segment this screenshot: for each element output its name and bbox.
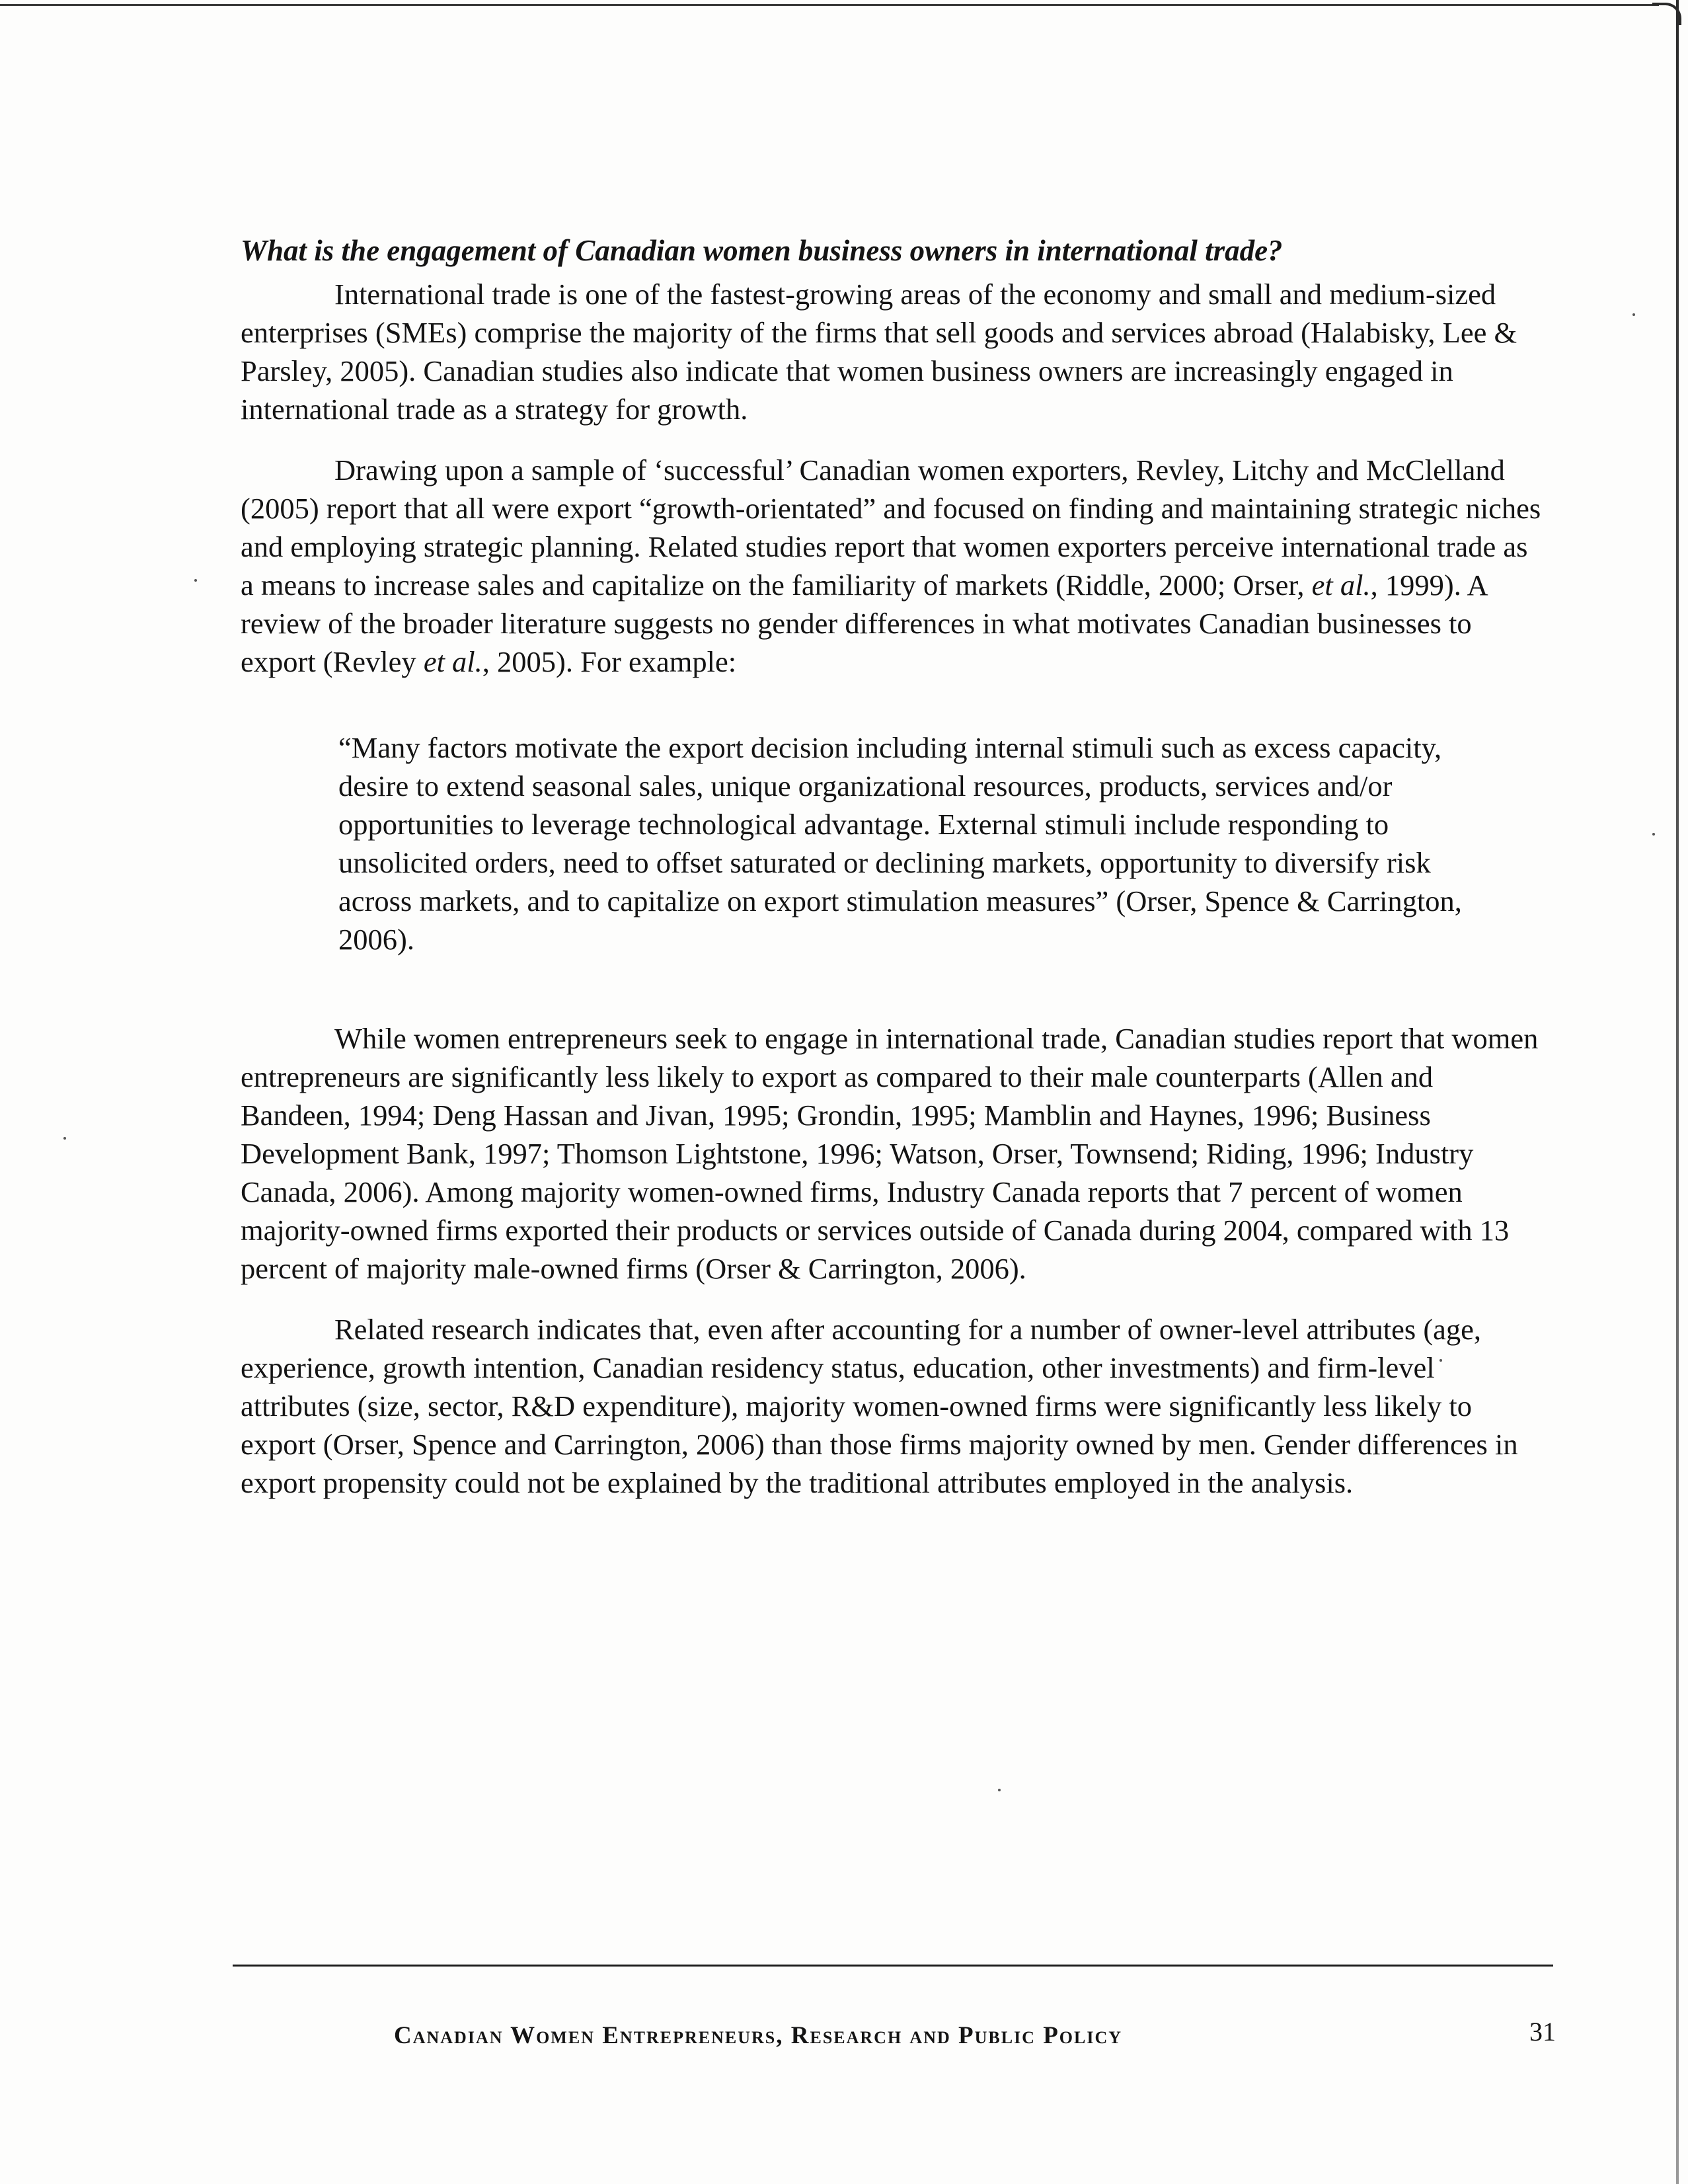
body-content [241,231,1543,1524]
paragraph-2-text-a: Drawing upon a sample of ‘successful’ Canadian women exporters, Revley, Litchy and McClelland (2005) report that all were export “growth-orientated” and focused on finding and maintaining strategic niches and employing strategic planning. Related studies report that women exporters perceive international trade as a means to increase sales and capitalize on the familiarity of markets (Riddle, 2000; Orser, [241,453,1541,602]
paragraph-2-text-c: , 2005). For example: [482,645,737,678]
scan-edge-line [0,4,1659,6]
et-al-italic: et al. [423,645,482,678]
scan-speck [998,1789,1001,1791]
paragraph-1: International trade is one of the fastest-growing areas of the economy and small and medium-sized enterprises (SMEs) comprise the majority of the firms that sell goods and services abroad (Halabisky, Lee & Parsley, 2005). Canadian studies also indicate that women business owners are increasingly engaged in international trade as a strategy for growth. [241,278,1517,426]
paragraph-3: While women entrepreneurs seek to engage in international trade, Canadian studies report that women entrepreneurs are significantly less likely to export as compared to their male counterparts (Allen and Bandeen, 1994; Deng Hassan and Jivan, 1995; Grondin, 1995; Mamblin and Haynes, 1996; Business Development Bank, 1997; Thomson Lightstone, 1996; Watson, Orser, Townsend; Riding, 1996; Industry Canada, 2006). Among majority women-owned firms, Industry Canada reports that 7 percent of women majority-owned firms exported their products or services outside of Canada during 2004, compared with 13 percent of majority male-owned firms (Orser & Carrington, 2006). [241,1022,1539,1285]
scan-speck [194,579,197,582]
footer-title: Canadian Women Entrepreneurs, Research and Public Policy [394,2022,1123,2049]
block-quote: “Many factors motivate the export decision including internal stimuli such as excess capacity, desire to extend seasonal sales, unique organizational resources, products, services and/or opportunities to leverage technological advantage. External stimuli include responding to unsolicited orders, need to offset saturated or declining markets, opportunity to diversify risk across markets, and to capitalize on export stimulation measures” (Orser, Spence & Carrington, 2006). [338,731,1462,956]
page-number: 31 [1529,2017,1556,2047]
footer-rule [233,1965,1553,1967]
scan-speck [63,1137,66,1140]
paragraph-2 [241,451,1543,681]
paragraph-4: Related research indicates that, even after accounting for a number of owner-level attributes (age, experience, growth intention, Canadian residency status, education, other investments) and firm-level attributes (size, sector, R&D expenditure), majority women-owned firms were significantly less likely to export (Orser, Spence and Carrington, 2006) than those firms majority owned by men. Gender differences in export propensity could not be explained by the traditional attributes employed in the analysis. [241,1313,1518,1499]
scan-speck [1632,313,1635,316]
et-al-italic: et al. [1311,568,1371,602]
scan-speck [1652,833,1655,836]
scan-page-edge [1676,0,1679,2184]
section-heading: What is the engagement of Canadian women business owners in international trade? [241,234,1283,267]
paragraph-2-text-b: , 1999). A review of the broader literature suggests no gender differences in what motivates Canadian businesses to export (Revley [241,568,1487,678]
